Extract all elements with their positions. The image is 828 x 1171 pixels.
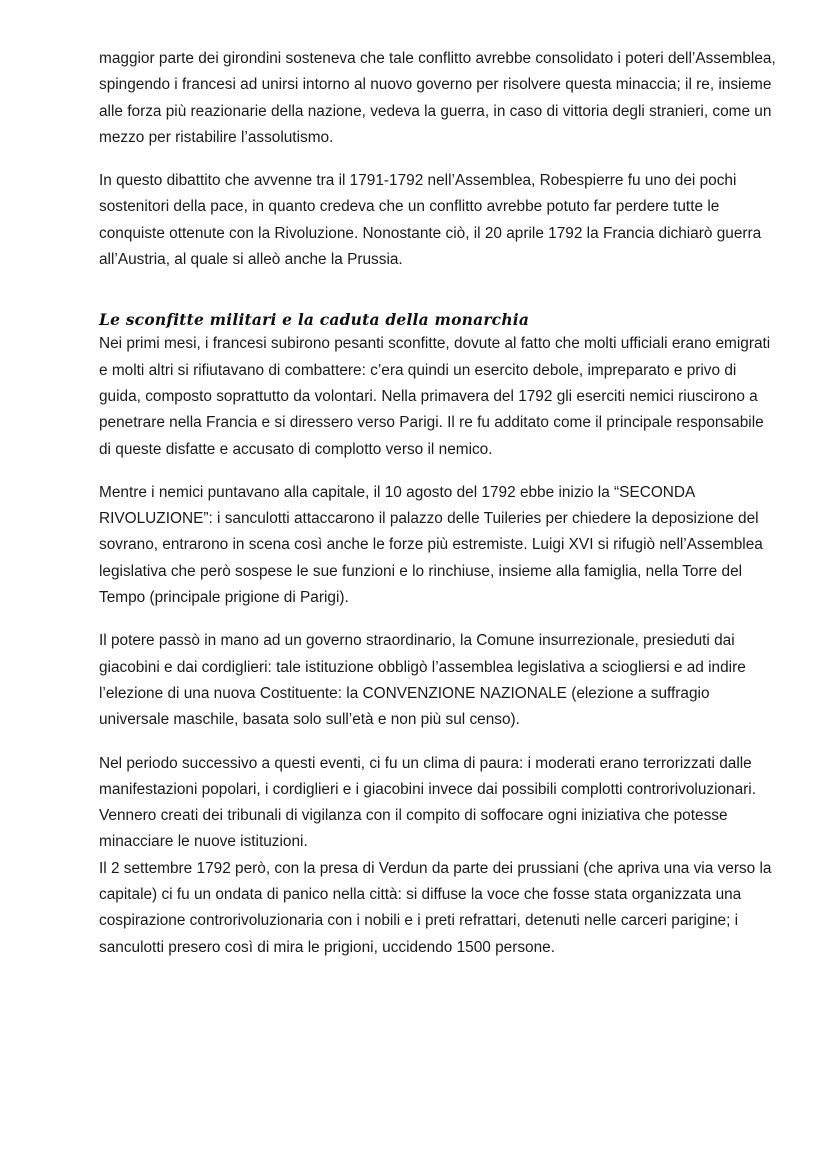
paragraph-robespierre: In questo dibattito che avvenne tra il 1791-1792 nell’Assemblea, Robespierre fu uno dei pochi sostenitori della pace, in quanto credeva che un conflitto avrebbe potuto far perdere tutte le conquiste ottenute con la Rivoluzione. Nonostante ciò, il 20 aprile 1792 la Francia dichiarò guerra all’Austria, al quale si alleò anche la Prussia. [99,172,762,269]
paragraph-girondini: maggior parte dei girondini sosteneva che tale conflitto avrebbe consolidato i poteri dell’Assemblea, spingendo i francesi ad unirsi intorno al nuovo governo per risolvere questa minaccia; il re, insieme alle forza più reazionarie della nazione, vedeva la guerra, in caso di vittoria degli stranieri, come un mezzo per ristabilire l’assolutismo. [99,50,776,146]
paragraph-verdun: Il 2 settembre 1792 però, con la presa di Verdun da parte dei prussiani (che apriva una via verso la capitale) ci fu un ondata di panico nella città: si diffuse la voce che fosse stata organizzata una cospirazione controrivoluzionaria con i nobili e i preti refrattari, detenuti nelle carceri parigine; i sanculotti presero così di mira le prigioni, uccidendo 1500 persone. [99,859,772,956]
paragraph-sconfitte: Nei primi mesi, i francesi subirono pesanti sconfitte, dovute al fatto che molti ufficiali erano emigrati e molti altri si rifiutavano di combattere: c’era quindi un esercito debole, impreparato e privo di guida, composto soprattutto da volontari. Nella primavera del 1792 gli eserciti nemici riuscirono a penetrare nella Francia e si diressero verso Parigi. Il re fu additato come il principale responsabile di queste disfatte e accusato di complotto verso il nemico. [99,335,771,458]
paragraph-clima-di-paura: Nel periodo successivo a questi eventi, ci fu un clima di paura: i moderati erano terrorizzati dalle manifestazioni popolari, i cordiglieri e i giacobini invece dai possibili complotti controrivoluzionari. Vennero creati dei tribunali di vigilanza con il compito di soffocare ogni iniziativa che potesse minacciare le nuove istituzioni. [99,754,756,851]
paragraph-seconda-rivoluzione: Mentre i nemici puntavano alla capitale, il 10 agosto del 1792 ebbe inizio la “SECONDA RIVOLUZIONE”: i sanculotti attaccarono il palazzo delle Tuileries per chiedere la deposizione del sovrano, entrarono in scena così anche le forze più estremiste. Luigi XVI si rifugiò nell’Assemblea legislativa che però sospese le sue funzioni e lo rinchiuse, insieme alla famiglia, nella Torre del Tempo (principale prigione di Parigi). [99,483,763,607]
section-heading: Le sconfitte militari e la caduta della monarchia [99,310,530,330]
paragraph-comune-insurrezionale: Il potere passò in mano ad un governo straordinario, la Comune insurrezionale, presieduti dai giacobini e dai cordiglieri: tale istituzione obbligò l’assemblea legislativa a sciogliersi e ad indire l’elezione di una nuova Costituente: la CONVENZIONE NAZIONALE (elezione a suffragio universale maschile, basata solo sull’età e non più sul censo). [99,632,746,729]
document-page [99,46,779,978]
